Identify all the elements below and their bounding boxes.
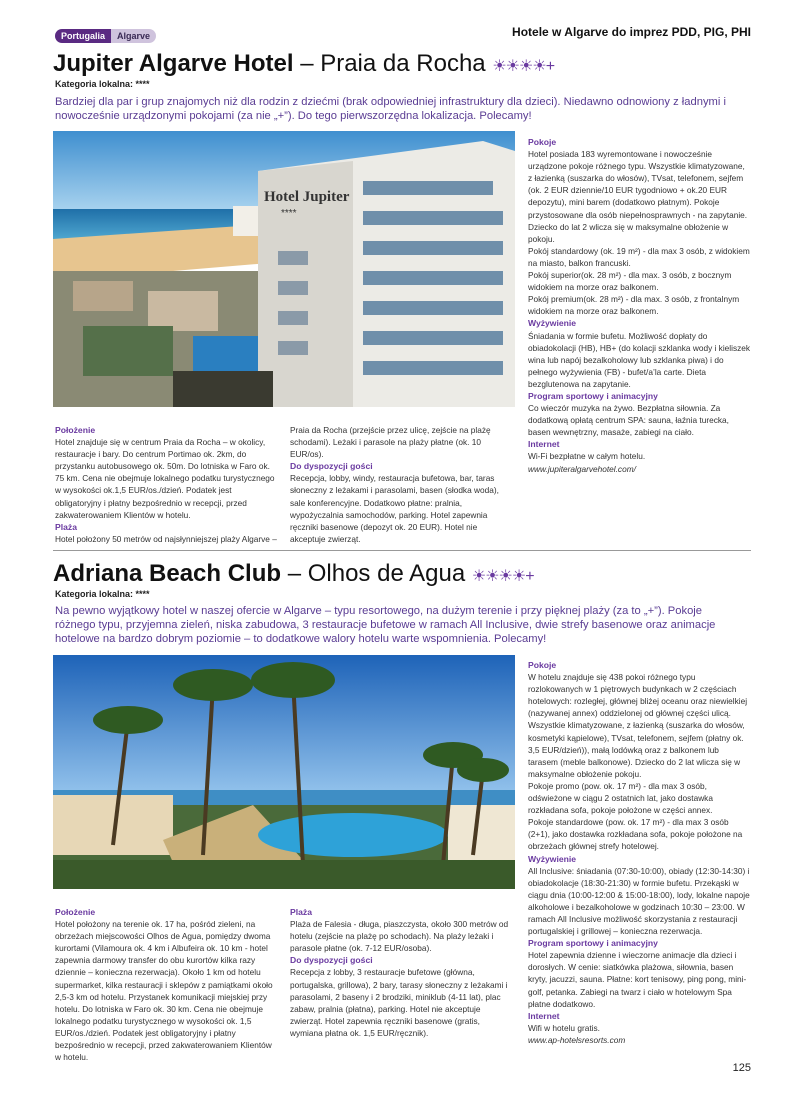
hotel2-right-column xyxy=(528,659,751,1046)
hotel2-rooms-heading: Pokoje xyxy=(528,660,557,670)
page-number: 125 xyxy=(732,1062,751,1074)
hotel1-right-column xyxy=(528,136,751,475)
hotel1-beach-heading: Plaża xyxy=(55,521,77,532)
hotel2-location: – Olhos de Agua xyxy=(287,560,466,587)
hotel1-col2 xyxy=(290,424,513,545)
hotel2-photo xyxy=(53,655,515,889)
hotel2-location-heading: Położenie xyxy=(55,907,96,917)
section-divider xyxy=(53,550,751,551)
hotel1-sign: Hotel Jupiter xyxy=(264,189,350,205)
hotel1-location-heading: Położenie xyxy=(55,425,96,435)
hotel1-rooms-text: Hotel posiada 183 wyremontowane i nowocześnie urządzone pokoje różnego typu. Wszystkie klimatyzowane, z łazienką (suszarka do włosów), TVsat, telefonem, sejfem (ok. 2 EUR dziennie/10 EUR tygodniowo + ok.20 EUR depozytu), mini barem (dodatkowo płatnym). Pokoje przystosowane dla osób niepełnosprawnych - na zapytanie. Dziecko do lat 2 wlicza się w maksymalne obłożenie w pokoju. xyxy=(528,149,748,244)
hotel2-internet-text: Wifi w hotelu gratis. xyxy=(528,1022,600,1033)
hotel2-room-promo: Pokoje promo (pow. ok. 17 m²) - dla max 3 osób, odświeżone w ciągu 2 ostatnich lat, jako dostawka rozkładana sofa, pokoje położone w części annex. xyxy=(528,780,713,816)
hotel2-sun-rating: ☀☀☀☀+ xyxy=(471,568,534,585)
hotel2-sport-heading: Program sportowy i animacyjny xyxy=(528,938,658,949)
hotel2-rooms-text: W hotelu znajduje się 438 pokoi różnego typu rozlokowanych w 1 piętrowych budynkach w 2 częściach hotelowych: rozległej, głównej bliżej oceanu oraz niewielkiej (nazywanej annex) oddzielonej od głównej części ulicą. Wszystkie klimatyzowane, z łazienką (suszarka do włosów, kosmetyki kąpielowe), TVsat, telefonem, sejfem (płatny ok. 3,5 EUR/dzień)), małą lodówką oraz z balkonem lub tarasem (meble balkonowe). Dziecko do 2 lat wlicza się w maksymalne obłożenie pokoju. xyxy=(528,672,748,779)
tag-country: Portugalia xyxy=(55,29,111,43)
hotel2-beach-text: Plaża de Falesia - długa, piaszczysta, około 300 metrów od hotelu (zejście na plażę po schodach). Na plaży leżaki i parasole płatne (ok. 7-12 EUR/osoba). xyxy=(290,919,509,954)
hotel2-internet-heading: Internet xyxy=(528,1010,560,1021)
hotel1-internet-heading: Internet xyxy=(528,439,560,450)
hotel1-lead: Bardziej dla par i grup znajomych niż dla rodzin z dziećmi (brak odpowiedniej infrastruktury dla dzieci). Niedawno odnowiony z ładnymi i nowocześnie urządzonymi pokojami (za nie „+”). Do tego pierwszorzędna lokalizacja. Polecamy! xyxy=(55,96,726,122)
header-title: Hotele w Algarve do imprez PDD, PIG, PHI xyxy=(512,25,751,39)
hotel1-rooms-heading: Pokoje xyxy=(528,137,557,147)
hotel2-name: Adriana Beach Club xyxy=(53,560,282,587)
hotel2-col2 xyxy=(290,906,513,1039)
hotel2-food-heading: Wyżywienie xyxy=(528,853,577,864)
hotel2-guests-heading: Do dyspozycji gości xyxy=(290,955,373,966)
hotel1-room-premium: Pokój premium(ok. 28 m²) - dla max. 3 osób, z frontalnym widokiem na morze oraz balkonem. xyxy=(528,294,740,317)
hotel1-category: Kategoria lokalna: **** xyxy=(55,79,150,89)
hotel1-location-text: Hotel znajduje się w centrum Praia da Rocha – w okolicy, restauracje i bary. Do centrum Portimao ok. 2km, do przystanku autobusowego ok. 50m. Do lotniska w Faro ok. 75 km. Cena nie obejmuje lokalnego podatku turystycznego w wysokości ok.1,5 EUR/os./dzień. Podatek jest obligatoryjny i płatny bezpośrednio w recepcji, przed zakwaterowaniem Klientów w hotelu. xyxy=(55,437,275,520)
hotel1-photo-svg xyxy=(53,131,515,407)
hotel1-room-superior: Pokój superior(ok. 28 m²) - dla max. 3 osób, z bocznym widokiem na morze oraz balkonem. xyxy=(528,270,732,293)
region-tags xyxy=(55,26,156,44)
hotel2-title xyxy=(53,560,534,588)
hotel1-title xyxy=(53,50,554,78)
hotel2-lead: Na pewno wyjątkowy hotel w naszej ofercie w Algarve – typu resortowego, na dużym terenie i przy pięknej plaży (za to „+”). Pokoje różnego typu, przyjemna zieleń, niska zabudowa, 3 restauracje bufetowe w ramach All Inclusive, dwie strefy basenowe oraz animacje hotelowe na bardzo dobrym poziomie – to dodatkowe walory hotelu warte wspomnienia. Polecamy! xyxy=(55,605,716,645)
hotel2-category: Kategoria lokalna: **** xyxy=(55,589,150,599)
tag-region: Algarve xyxy=(111,29,156,43)
hotel1-sign-stars: **** xyxy=(281,208,297,219)
hotel2-col1 xyxy=(55,906,278,1063)
hotel2-guests-text: Recepcja z lobby, 3 restauracje bufetowe (główna, portugalska, grillowa), 2 bary, tarasy słoneczny z leżakami i parasolami, 2 baseny i 2 brodziki, miniklub (4-11 lat), plac zabaw, pralnia (płatna), parking. Hotel nie akceptuje zwierząt. Hotel zapewnia ręczniki basenowe (gratis, wymiana płatna ok. 1,5 EUR/ręcznik). xyxy=(290,967,508,1038)
hotel1-room-standard: Pokój standardowy (ok. 19 m²) - dla max 3 osób, z widokiem na miasto, balkon francuski. xyxy=(528,245,750,268)
hotel1-beach-text: Hotel położony 50 metrów od najsłynniejszej plaży Algarve – xyxy=(55,533,277,544)
hotel1-sport-text: Co wieczór muzyka na żywo. Bezpłatna siłownia. Za dodatkową opłatą centrum SPA: sauna, łaźnia turecka, basen wewnętrzny, masaże, zabiegi na ciało. xyxy=(528,403,729,438)
hotel1-website-link[interactable]: www.jupiteralgarvehotel.com/ xyxy=(528,463,636,474)
hotel2-food-text: All Inclusive: śniadania (07:30-10:00), obiady (12:30-14:30) i obiadokolacje (18:30-21:30) w formie bufetu. Przekąski w ciągu dnia (10:00-12:00 & 15:00-18:00), lody, lokalne napoje alkoholowe i bezalkoholowe w godzinach 10:30 – 23:00. W ramach All Inclusive możliwość skorzystania z restauracji portugalskiej i grillowej – konieczna rezerwacja. xyxy=(528,865,750,937)
hotel1-sun-rating: ☀☀☀☀+ xyxy=(492,58,555,75)
hotel2-room-standard: Pokoje standardowe (pow. ok. 17 m²) - dla max 3 osób (2+1), jako dostawka rozkładana sofa, pokoje położone na obrzeżach głównej strefy hotelowej. xyxy=(528,817,743,852)
hotel1-internet-text: Wi-Fi bezpłatne w całym hotelu. xyxy=(528,451,646,462)
hotel1-name: Jupiter Algarve Hotel xyxy=(53,50,294,77)
hotel2-beach-heading: Plaża xyxy=(290,907,312,917)
hotel1-beach-text-cont: Praia da Rocha (przejście przez ulicę, zejście na plażę schodami). Leżaki i parasole na plaży płatne (ok. 10 EUR/os). xyxy=(290,425,491,460)
hotel1-photo xyxy=(53,131,515,407)
hotel1-food-text: Śniadania w formie bufetu. Możliwość dopłaty do obiadokolacji (HB), HB+ (do kolacji szklanka wody i kieliszek wina lub napój bezalkoholowy lub szklanka piwa) i do pełnego wyżywienia (FB) - bufet/a’la carte. Dieta bezglutenowa na zapytanie. xyxy=(528,330,751,389)
hotel2-website-link[interactable]: www.ap-hotelsresorts.com xyxy=(528,1034,626,1045)
hotel1-sport-heading: Program sportowy i animacyjny xyxy=(528,390,658,401)
hotel1-guests-text: Recepcja, lobby, windy, restauracja bufetowa, bar, taras słoneczny z leżakami i parasolami, basen (słodka woda), sale konferencyjne. Dodatkowo płatne: pralnia, wypożyczalnia samochodów, parking. Hotel zapewnia ręczniki basenowe (depozyt ok. 20 EUR). Hotel nie akceptuje zwierząt. xyxy=(290,473,499,544)
hotel1-col1 xyxy=(55,424,278,545)
hotel2-sport-text: Hotel zapewnia dzienne i wieczorne animacje dla dzieci i dorosłych. W cenie: siatkówka plażowa, siłownia, basen kryty, jacuzzi, sauna. Płatne: kort tenisowy, ping pong, mini-golf, petanka. Zabiegi na twarz i ciało w hotelowym Spa płatne dodatkowo. xyxy=(528,950,747,1009)
hotel2-photo-svg xyxy=(53,655,515,889)
hotel2-location-text: Hotel położony na terenie ok. 17 ha, pośród zieleni, na obrzeżach miejscowości Olhos de Agua, pomiędzy dwoma kurortami (Vilamoura ok. 4 km i Albufeira ok. 10 km - hotel zapewnia darmowy transfer do obu kurortów kilka razy dziennie – konieczna rezerwacja). Około 1 km od hotelu supermarket, kilka restauracji i sklepów z pamiątkami około 2,5-3 km od hotelu. Przystanek komunikacji miejskiej przy hotelu. Do lotniska w Faro ok. 30 km. Cena nie obejmuje lokalnego podatku turystycznego w wysokości ok. 1,5 EUR/os./dzień. Podatek jest obligatoryjny i płatny bezpośrednio w recepcji, przed zakwaterowaniem Klientów w hotelu. xyxy=(55,919,273,1063)
hotel1-food-heading: Wyżywienie xyxy=(528,318,577,329)
hotel1-guests-heading: Do dyspozycji gości xyxy=(290,461,373,472)
hotel1-location: – Praia da Rocha xyxy=(300,50,486,77)
